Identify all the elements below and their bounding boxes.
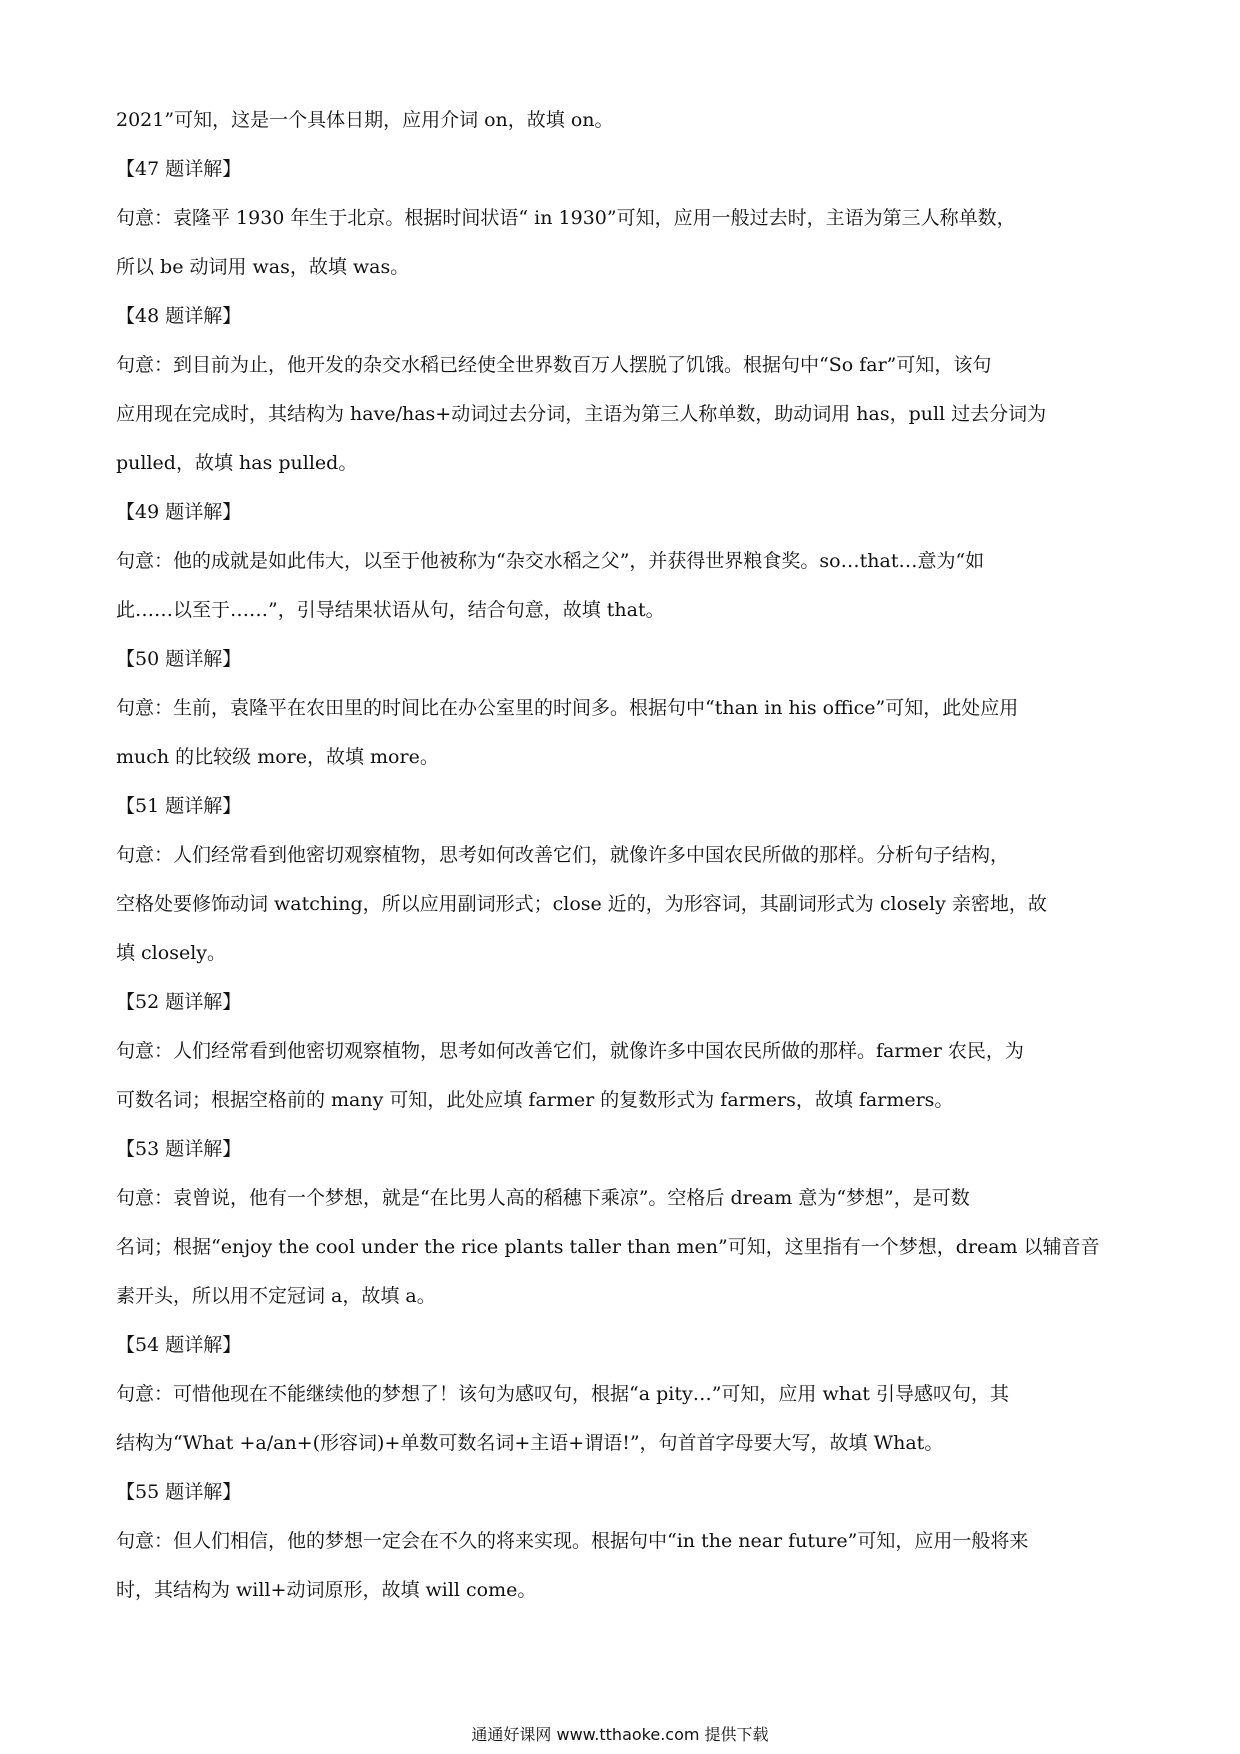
q47-heading: 【47 题详解】 [116, 158, 242, 180]
q47-line-2: 所以 be 动词用 was，故填 was。 [116, 256, 410, 278]
q48-line-1: 句意：到目前为止，他开发的杂交水稻已经使全世界数百万人摆脱了饥饿。根据句中“So far”可知，该句 [116, 354, 992, 376]
q55-line-1: 句意：但人们相信，他的梦想一定会在不久的将来实现。根据句中“in the near future”可知，应用一般将来 [116, 1530, 1029, 1552]
q53-line-1: 句意：袁曾说，他有一个梦想，就是“在比男人高的稻穗下乘凉”。空格后 dream 意为“梦想”，是可数 [116, 1187, 970, 1209]
q49-line-2: 此……以至于……”，引导结果状语从句，结合句意，故填 that。 [116, 599, 665, 621]
q49-line-1: 句意：他的成就是如此伟大，以至于他被称为“杂交水稻之父”，并获得世界粮食奖。so…that…意为“如 [116, 550, 985, 572]
q51-line-1: 句意：人们经常看到他密切观察植物，思考如何改善它们，就像许多中国农民所做的那样。分析句子结构， [116, 844, 1010, 866]
q47-line-1: 句意：袁隆平 1930 年生于北京。根据时间状语“ in 1930”可知，应用一般过去时，主语为第三人称单数， [116, 207, 1016, 229]
q50-line-2: much 的比较级 more，故填 more。 [116, 746, 439, 768]
q55-heading: 【55 题详解】 [116, 1481, 242, 1503]
q54-line-1: 句意：可惜他现在不能继续他的梦想了！该句为感叹句，根据“a pity…”可知，应用 what 引导感叹句，其 [116, 1383, 1009, 1405]
q53-heading: 【53 题详解】 [116, 1138, 242, 1160]
q51-line-3: 填 closely。 [116, 942, 227, 964]
q48-line-2: 应用现在完成时，其结构为 have/has+动词过去分词，主语为第三人称单数，助动词用 has，pull 过去分词为 [116, 403, 1047, 425]
q48-heading: 【48 题详解】 [116, 305, 242, 327]
q50-line-1: 句意：生前，袁隆平在农田里的时间比在办公室里的时间多。根据句中“than in his office”可知，此处应用 [116, 697, 1019, 719]
q49-heading: 【49 题详解】 [116, 501, 242, 523]
intro-line: 2021”可知，这是一个具体日期，应用介词 on，故填 on。 [116, 109, 614, 131]
q51-heading: 【51 题详解】 [116, 795, 242, 817]
q55-line-2: 时，其结构为 will+动词原形，故填 will come。 [116, 1579, 537, 1601]
q53-line-3: 素开头，所以用不定冠词 a，故填 a。 [116, 1285, 436, 1307]
footer-watermark: 通通好课网 www.tthaoke.com 提供下载 [471, 1725, 769, 1744]
q54-line-2: 结构为“What +a/an+(形容词)+单数可数名词+主语+谓语!”，句首首字母要大写，故填 What。 [116, 1432, 944, 1454]
q51-line-2: 空格处要修饰动词 watching，所以应用副词形式；close 近的，为形容词，其副词形式为 closely 亲密地，故 [116, 893, 1047, 915]
q52-line-2: 可数名词；根据空格前的 many 可知，此处应填 farmer 的复数形式为 farmers，故填 farmers。 [116, 1089, 954, 1111]
q48-line-3: pulled，故填 has pulled。 [116, 452, 358, 474]
q52-heading: 【52 题详解】 [116, 991, 242, 1013]
q52-line-1: 句意：人们经常看到他密切观察植物，思考如何改善它们，就像许多中国农民所做的那样。farmer 农民，为 [116, 1040, 1024, 1062]
q50-heading: 【50 题详解】 [116, 648, 242, 670]
q53-line-2: 名词；根据“enjoy the cool under the rice plants taller than men”可知，这里指有一个梦想，dream 以辅音音 [116, 1236, 1100, 1258]
document-body [116, 96, 1130, 1615]
q54-heading: 【54 题详解】 [116, 1334, 242, 1356]
